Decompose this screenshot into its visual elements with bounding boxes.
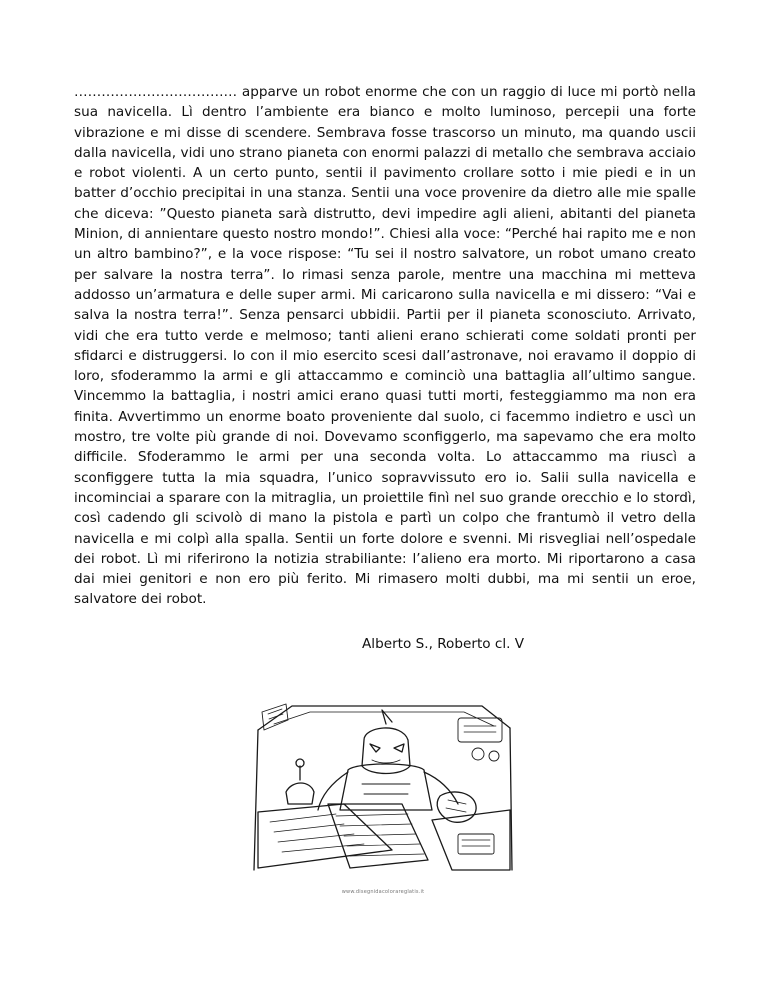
story-paragraph: ……………………………… apparve un robot enorme che con un raggio di luce mi portò nella sua navicella. Lì dentro l’ambiente era bianco e molto luminoso, percepii una forte vibrazione e mi disse di scendere. Sembrava fosse trascorso un minuto, ma quando uscii dalla navicella, vidi uno strano pianeta con enormi palazzi di metallo che sembrava acciaio e robot violenti. A un certo punto, sentii il pavimento crollare sotto i mie piedi e in un batter d’occhio precipitai in una stanza. Sentii una voce provenire da dietro alle mie spalle che diceva: ”Questo pianeta sarà distrutto, devi impedire agli alieni, abitanti del pianeta Minion, di annientare questo nostro mondo!”. Chiesi alla voce: “Perché hai rapito me e non un altro bambino?”, e la voce rispose: “Tu sei il nostro salvatore, un robot umano creato per salvare la nostra terra”. Io rimasi senza parole, mentre una macchina mi metteva addosso un’armatura e delle super armi. Mi caricarono sulla navicella e mi dissero: “Vai e salva la nostra terra!”. Senza pensarci ubbidii. Partii per il pianeta sconosciuto. Arrivato, vidi che era tutto verde e melmoso; tanti alieni erano schierati come soldati pronti per sfidarci e distruggersi. Io con il mio esercito scesi dall’astronave, noi eravamo il doppio di loro, sfoderammo la armi e gli attaccammo e cominciò una battaglia all’ultimo sangue. Vincemmo la battaglia, i nostri amici erano quasi tutti morti, festeggiammo ma non era finita. Avvertimmo un enorme boato proveniente dal suolo, ci facemmo indietro e uscì un mostro, tre volte più grande di noi. Dovevamo sconfiggerlo, ma sapevamo che era molto difficile. Sfoderammo le armi per una seconda volta. Lo attaccammo ma riuscì a sconfiggere tutta la mia squadra, l’unico sopravvissuto ero io. Salii sulla navicella e incominciai a sparare con la mitraglia, un proiettile finì nel suo grande orecchio e lo stordì, così cadendo gli scivolò di mano la pistola e partì un colpo che frantumò il vetro della navicella e mi colpì alla spalla. Sentii un forte dolore e svenni. Mi risvegliai nell’ospedale dei robot. Lì mi riferirono la notizia strabiliante: l’alieno era morto. Mi riportarono a casa dai miei genitori e non ero più ferito. Mi rimasero molti dubbi, ma mi sentii un eroe, salvatore dei robot. <box>74 84 696 608</box>
illustration-credit: www.disegnidacolorareglatis.it <box>341 889 425 895</box>
robot-cockpit-illustration <box>252 700 514 875</box>
author-signature: Alberto S., Roberto cl. V <box>362 636 525 652</box>
